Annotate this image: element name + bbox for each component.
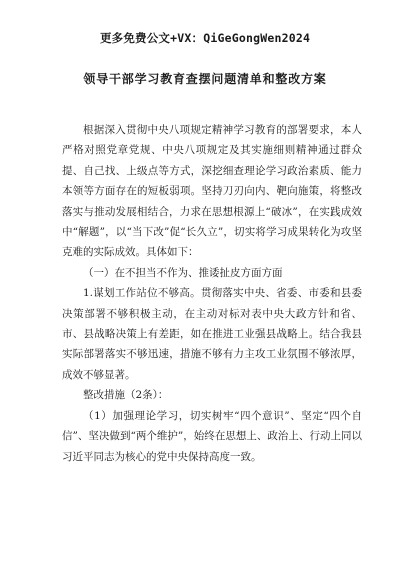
- measure-item: （1）加强理论学习，切实树牢“四个意识”、坚定“四个自信”、坚决做到“两个维护”，始终在思想上、政治上、行动上同以习近平同志为核心的党中央保持高度一致。: [62, 409, 362, 463]
- section-heading: （一）在不担当不作为、推诿扯皮方面方面: [83, 266, 283, 279]
- document-title: 领导干部学习教育查摆问题清单和整改方案: [83, 72, 327, 86]
- document-body: [62, 120, 362, 467]
- measures-heading: 整改措施（2条）：: [83, 389, 169, 402]
- intro-paragraph: 根据深入贯彻中央八项规定精神学习教育的部署要求，本人严格对照党章党规、中央八项规定及其实施细则精神通过群众提、自己找、上级点等方式，深挖细查理论学习政治素质、能力本领等方面存在的短板弱项。坚持刀刃向内、靶向施策，将整改落实与推动发展相结合，力求在思想根源上“破冰”，在实践成效中“解题”，以“当下改”促“长久立”，切实将学习成果转化为攻坚克难的实际成效。具体如下：: [62, 124, 362, 259]
- watermark-text: 更多免费公文+VX：QiGeGongWen2024: [99, 31, 311, 45]
- issue-paragraph: 1.谋划工作站位不够高。贯彻落实中央、省委、市委和县委决策部署不够积极主动，在主动对标对表中央大政方针和省、市、县战略决策上有差距，如在推进工业强县战略上。结合我县实际部署落实不够迅速，措施不够有力主攻工业氛围不够浓厚，成效不够显著。: [62, 287, 362, 381]
